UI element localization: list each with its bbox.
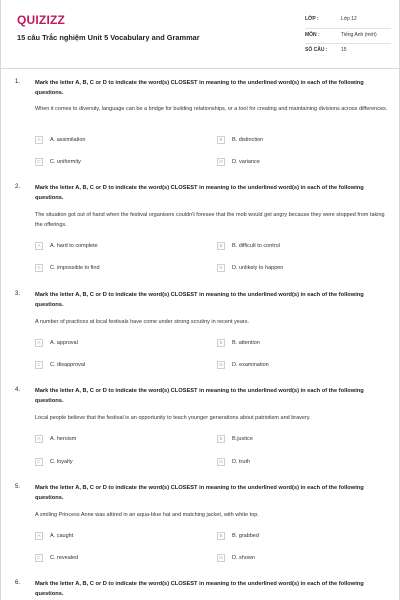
option-box[interactable]: C <box>35 158 43 166</box>
option-box[interactable]: C <box>35 458 43 466</box>
option-box[interactable]: B <box>217 339 225 347</box>
question-number: 1. <box>15 79 21 85</box>
option-box[interactable]: A <box>35 242 43 250</box>
option-box[interactable]: C <box>35 361 43 369</box>
option-text: D. unlikely to happen <box>232 265 284 271</box>
option-text: C. loyalty <box>50 459 73 465</box>
question-instruction: Mark the letter A, B, C or D to indicate the word(s) CLOSEST in meaning to the underlined word(s) in each of the following questions. <box>35 292 364 308</box>
option-box[interactable]: D <box>217 458 225 466</box>
meta-label: SỐ CÂU : <box>305 47 328 53</box>
option-text: B. difficult to control <box>232 243 280 249</box>
option-text: C. disapproval <box>50 362 86 368</box>
option-box[interactable]: C <box>35 554 43 562</box>
option-text: A. heroism <box>50 436 77 442</box>
option-box[interactable]: A <box>35 136 43 144</box>
option-text: B. attention <box>232 340 260 346</box>
option-text: D. variance <box>232 159 260 165</box>
option-box[interactable]: B <box>217 435 225 443</box>
option-box[interactable]: B <box>217 136 225 144</box>
meta-table <box>305 13 391 59</box>
option-box[interactable]: B <box>217 532 225 540</box>
question-passage: A number of practices at local festivals have come under strong scrutiny in recent years. <box>35 319 249 325</box>
option-text: A. hard to complete <box>50 243 98 249</box>
meta-value: 15 <box>341 47 347 53</box>
question-number: 4. <box>15 387 21 393</box>
option-text: B. grabbed <box>232 533 259 539</box>
option-text: A. assimilation <box>50 137 86 143</box>
question-instruction: Mark the letter A, B, C or D to indicate the word(s) CLOSEST in meaning to the underlined word(s) in each of the following questions. <box>35 80 364 96</box>
option-box[interactable]: A <box>35 532 43 540</box>
question-instruction: Mark the letter A, B, C or D to indicate the word(s) CLOSEST in meaning to the underlined word(s) in each of the following questions. <box>35 485 364 501</box>
option-text: C. uniformity <box>50 159 81 165</box>
question-passage: The situation got out of hand when the festival organisers couldn't foresee that the mob would get angry because they were stopped from taking the offerings. <box>35 212 385 228</box>
question-number: 5. <box>15 484 21 490</box>
question-number: 2. <box>15 184 21 190</box>
option-text: A. caught <box>50 533 74 539</box>
option-text: C. impossible to find <box>50 265 100 271</box>
option-box[interactable]: D <box>217 554 225 562</box>
meta-label: LỚP : <box>305 16 319 22</box>
option-box[interactable]: A <box>35 339 43 347</box>
option-box[interactable]: C <box>35 264 43 272</box>
header-divider <box>1 68 399 69</box>
meta-value: Tiếng Anh (mới) <box>341 31 377 38</box>
question-instruction: Mark the letter A, B, C or D to indicate the word(s) CLOSEST in meaning to the underlined word(s) in each of the following questions. <box>35 388 364 404</box>
meta-value: Lớp 12 <box>341 16 357 22</box>
quizizz-logo: QUIZIZZ <box>17 13 66 27</box>
option-box[interactable]: A <box>35 435 43 443</box>
option-text: C. revealed <box>50 555 79 561</box>
option-text: B. distinction <box>232 137 264 143</box>
question-passage: Local people believe that the festival is an opportunity to teach younger generations about patriotism and bravery. <box>35 415 311 421</box>
meta-row-class <box>305 13 391 29</box>
option-text: B.justice <box>232 436 253 442</box>
meta-label: MÔN : <box>305 31 320 38</box>
option-box[interactable]: D <box>217 361 225 369</box>
question-number: 3. <box>15 291 21 297</box>
option-text: A. approval <box>50 340 78 346</box>
option-text: D. shown <box>232 555 255 561</box>
worksheet-header <box>1 0 399 70</box>
question-instruction: Mark the letter A, B, C or D to indicate the word(s) CLOSEST in meaning to the underlined word(s) in each of the following questions. <box>35 185 364 201</box>
option-box[interactable]: D <box>217 264 225 272</box>
question-instruction: Mark the letter A, B, C or D to indicate the word(s) CLOSEST in meaning to the underlined word(s) in each of the following questions. <box>35 581 364 597</box>
option-text: D. truth <box>232 459 251 465</box>
option-text: D. examination <box>232 362 269 368</box>
question-passage: When it comes to diversity, language can be a bridge for building relationships, or a tool for creating and maintaining divisions across differences. <box>35 106 388 112</box>
meta-row-count <box>305 44 391 59</box>
question-number: 6. <box>15 580 21 586</box>
question-passage: A smiling Princess Anne was attired in an aqua-blue hat and matching jacket, with white top. <box>35 512 259 518</box>
option-box[interactable]: D <box>217 158 225 166</box>
meta-row-subject <box>305 29 391 45</box>
worksheet-title: 15 câu Trắc nghiệm Unit 5 Vocabulary and Grammar <box>17 33 200 42</box>
option-box[interactable]: B <box>217 242 225 250</box>
